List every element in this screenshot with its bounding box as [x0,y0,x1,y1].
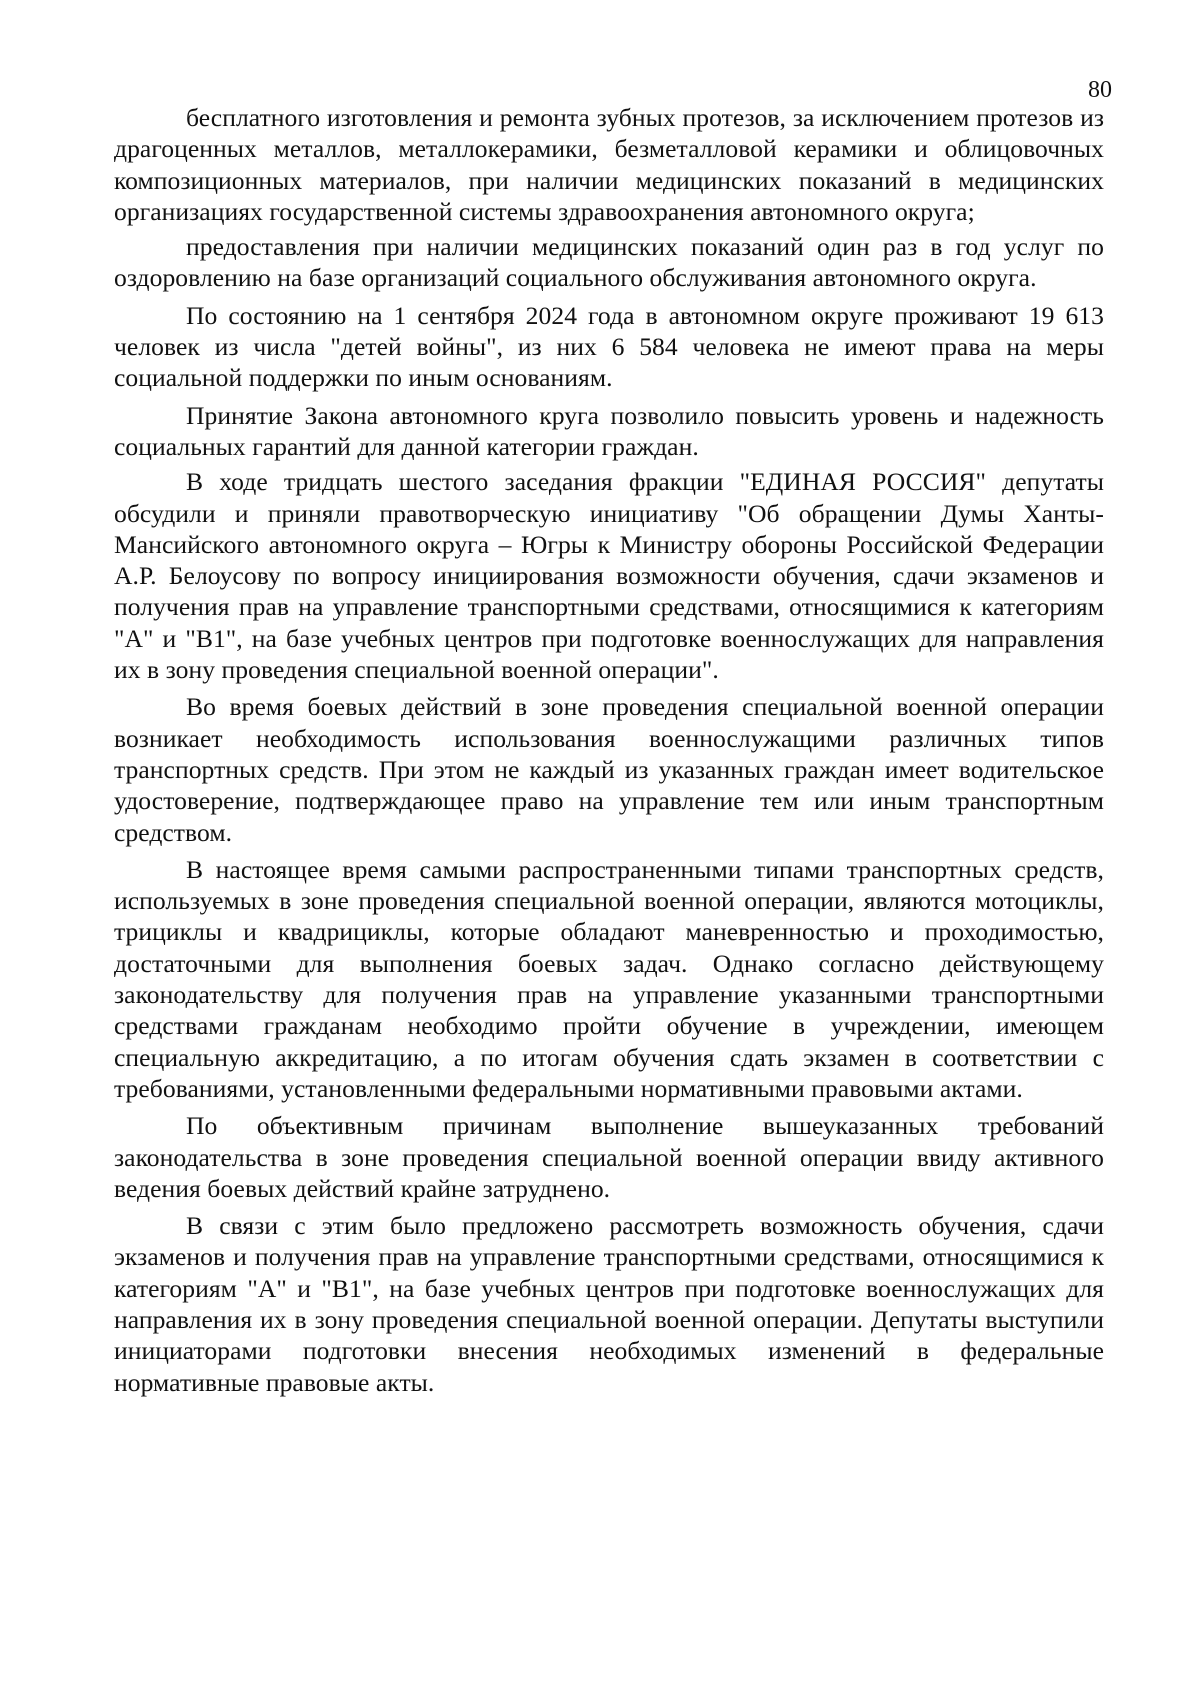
page-number: 80 [1088,77,1112,103]
paragraph-proposal: В связи с этим было предложено рассмотреть возможность обучения, сдачи экзаменов и получения прав на управление транспортными средствами, относящимися к категориям "А" и "В1", на базе учебных центров при подготовке военнослужащих для направления их в зону проведения специальной военной операции. Депутаты выступили инициаторами подготовки внесения необходимых изменений в федеральные нормативные правовые акты. [114,1211,1104,1397]
body-text [114,102,1104,1398]
paragraph-law-adoption: Принятие Закона автономного круга позволило повысить уровень и надежность социальных гарантий для данной категории граждан. [114,400,1104,461]
paragraph-objective-reasons: По объективным причинам выполнение вышеуказанных требований законодательства в зоне проведения специальной военной операции ввиду активного ведения боевых действий крайне затруднено. [114,1111,1104,1203]
paragraph-war-children-statistics: По состоянию на 1 сентября 2024 года в автономном округе проживают 19 613 человек из числа "детей войны", из них 6 584 человека не имеют права на меры социальной поддержки по иным основаниям. [114,300,1104,393]
paragraph-dental-prosthetics: бесплатного изготовления и ремонта зубных протезов, за исключением протезов из драгоценных металлов, металлокерамики, безметалловой керамики и облицовочных композиционных материалов, при наличии медицинских показаний в медицинских организациях государственной системы здравоохранения автономного округа; [114,103,1104,226]
paragraph-faction-meeting: В ходе тридцать шестого заседания фракции "ЕДИНАЯ РОССИЯ" депутаты обсудили и приняли правотворческую инициативу "Об обращении Думы Ханты-Мансийского автономного округа – Югры к Министру обороны Российской Федерации А.Р. Белоусову по вопросу инициирования возможности обучения, сдачи экзаменов и получения прав на управление транспортными средствами, относящимися к категориям "А" и "В1", на базе учебных центров при подготовке военнослужащих для направления их в зону проведения специальной военной операции". [114,467,1104,685]
paragraph-health-resort-services: предоставления при наличии медицинских показаний один раз в год услуг по оздоровлению на базе организаций социального обслуживания автономного округа. [114,232,1104,293]
paragraph-vehicle-types: В настоящее время самыми распространенными типами транспортных средств, используемых в зоне проведения специальной военной операции, являются мотоциклы, трициклы и квадрициклы, которые обладают маневренностью и проходимостью, достаточными для выполнения боевых задач. Однако согласно действующему законодательству для получения прав на управление указанными транспортными средствами гражданам необходимо пройти обучение в учреждении, имеющем специальную аккредитацию, а по итогам обучения сдать экзамен в соответствии с требованиями, установленными федеральными нормативными правовыми актами. [114,854,1104,1103]
paragraph-combat-vehicles-need: Во время боевых действий в зоне проведения специальной военной операции возникает необходимость использования военнослужащими различных типов транспортных средств. При этом не каждый из указанных граждан имеет водительское удостоверение, подтверждающее право на управление тем или иным транспортным средством. [114,692,1104,847]
